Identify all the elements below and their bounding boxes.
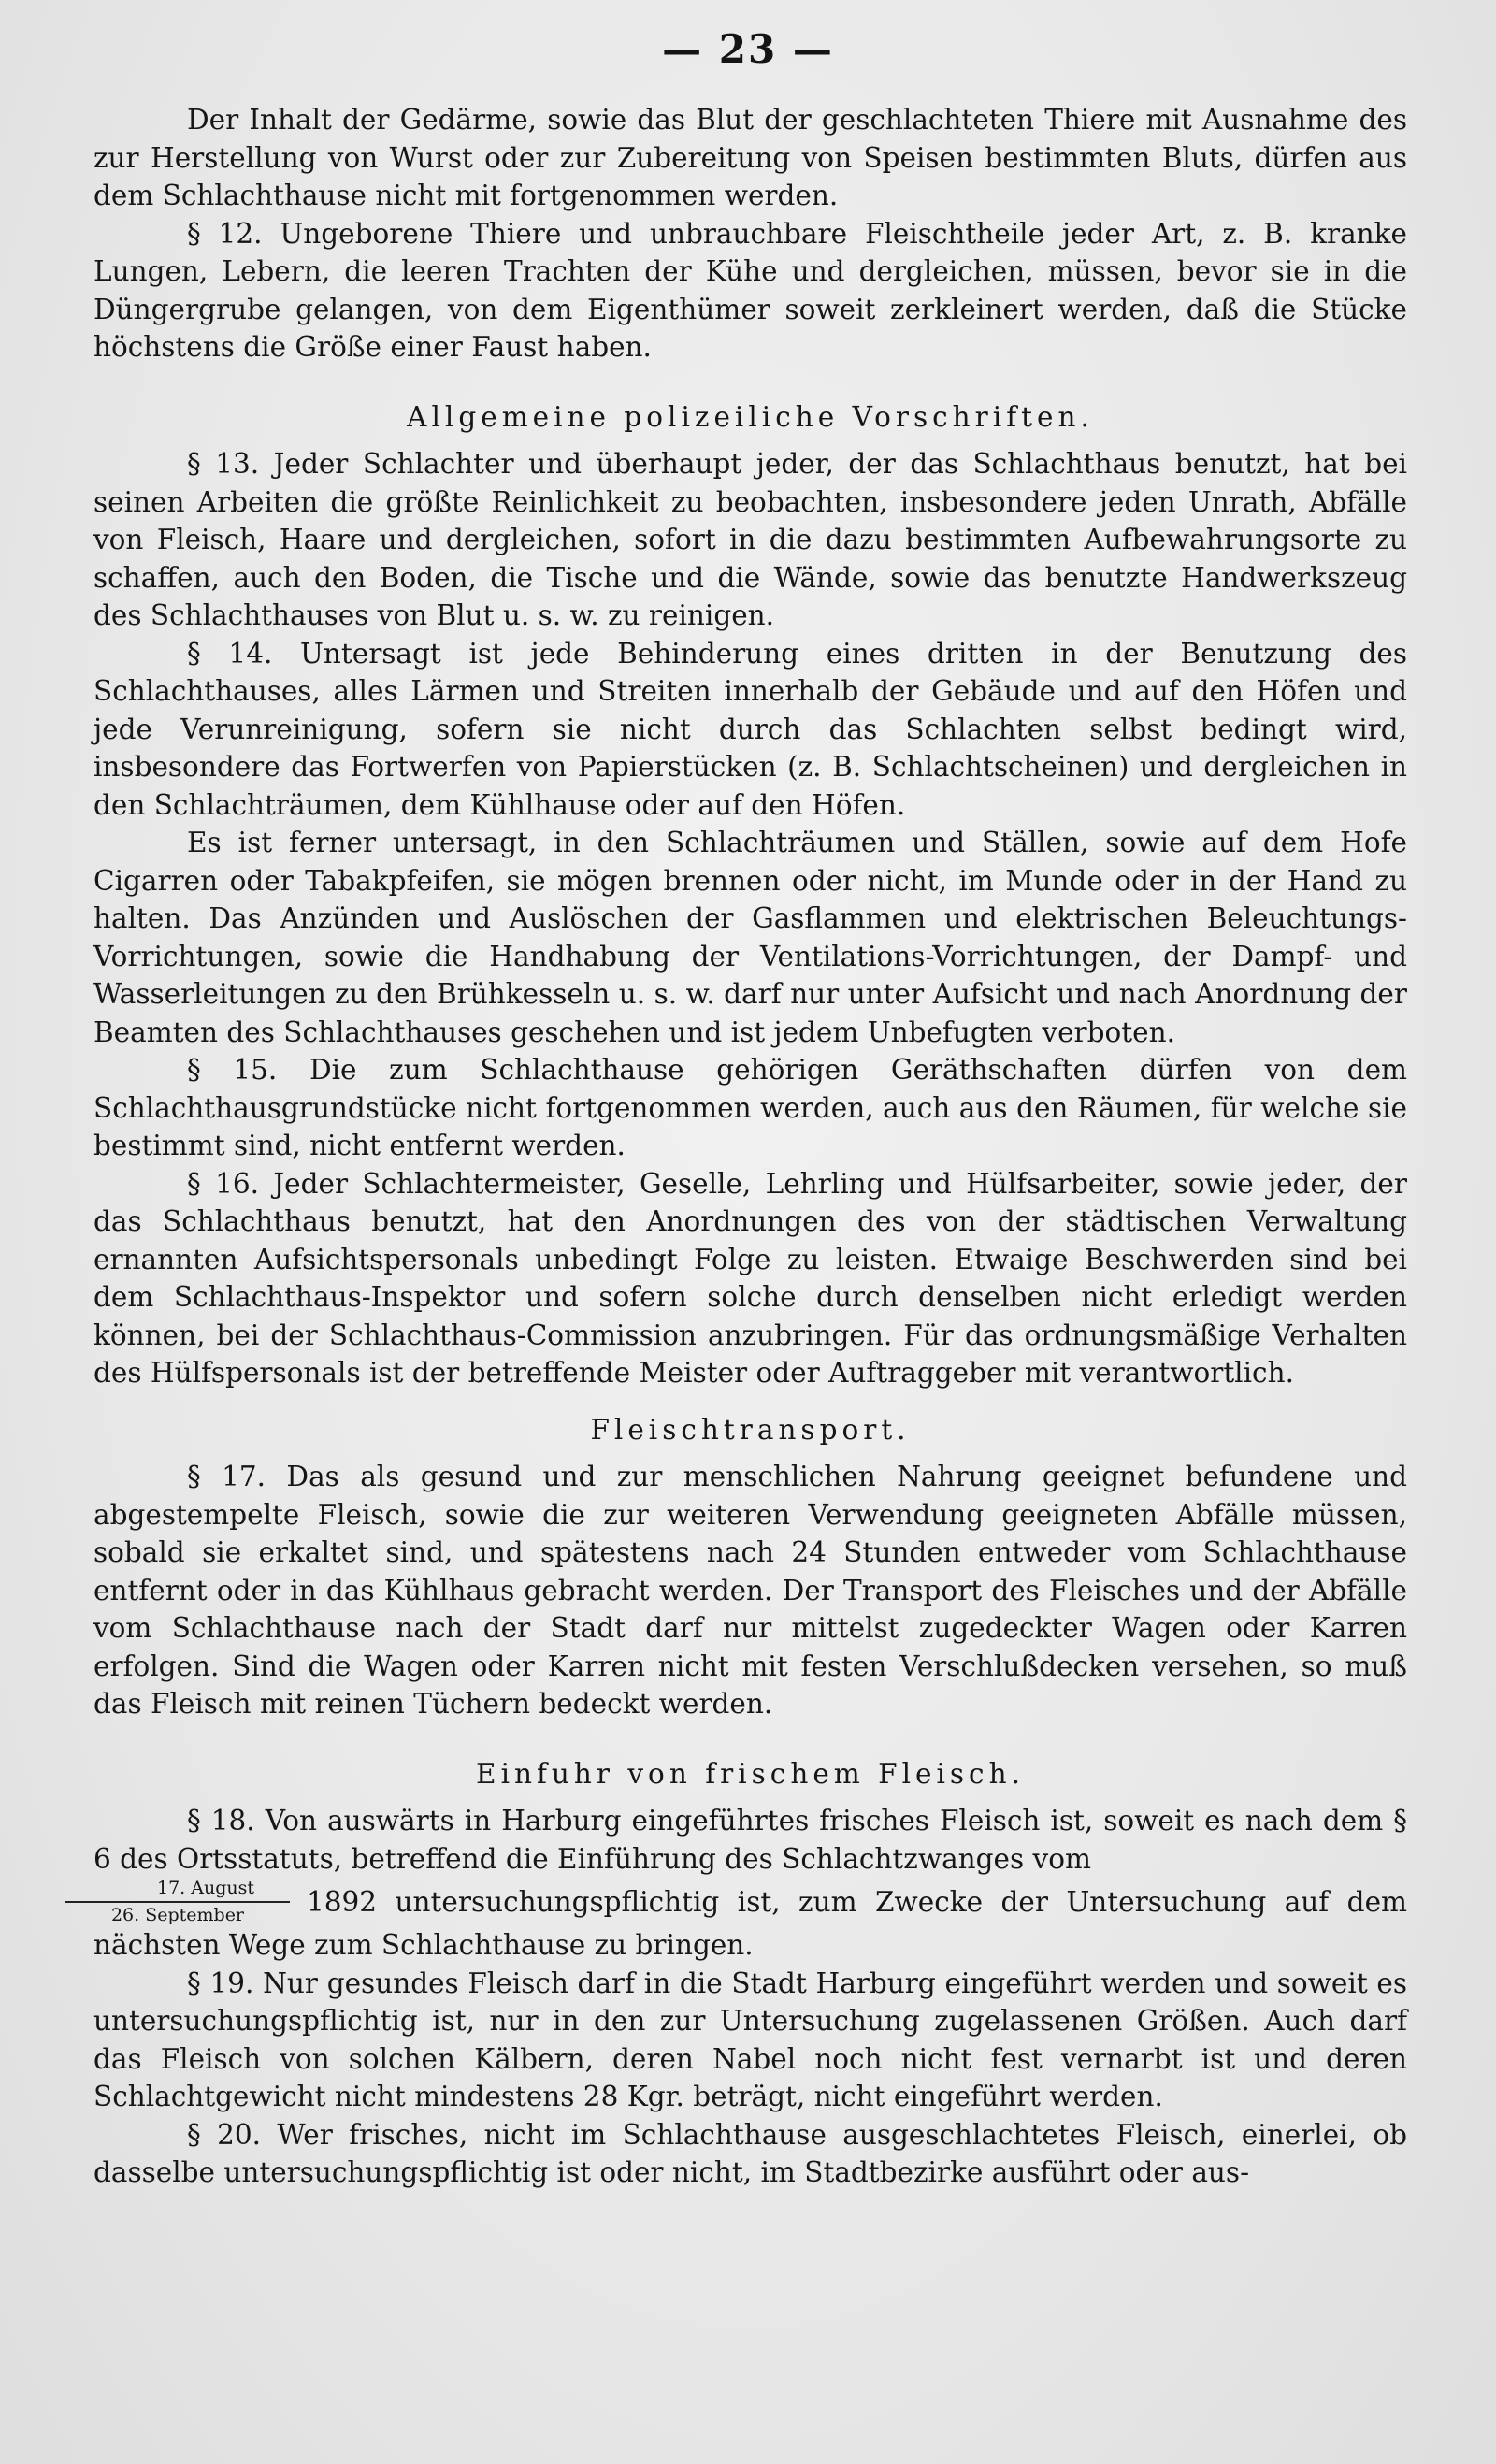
paragraph-section-12: § 12. Ungeborene Thiere und unbrauchbare Fleischtheile jeder Art, z. B. kranke Lungen, Lebern, die leeren Trachten der Kühe und dergleichen, müssen, bevor sie in die Düngergrube gelangen, von dem Eigenthümer soweit zerkleinert werden, daß die Stücke höchstens die Größe einer Faust haben. <box>94 217 1407 363</box>
page-number: — 23 — <box>662 26 834 72</box>
paragraph-section-18-date-line <box>94 1878 1407 1926</box>
paragraph-intro: Der Inhalt der Gedärme, sowie das Blut der geschlachteten Thiere mit Ausnahme des zur Herstellung von Wurst oder zur Zubereitung von Speisen bestimmten Bluts, dürfen aus dem Schlachthause nicht mit fortgenommen werden. <box>94 104 1407 211</box>
paragraph-section-18-start: § 18. Von auswärts in Harburg eingeführtes frisches Fleisch ist, soweit es nach dem § 6 des Ortsstatuts, betreffend die Einführung des Schlachtzwanges vom <box>94 1805 1407 1875</box>
paragraph-section-15: § 15. Die zum Schlachthause gehörigen Geräthschaften dürfen von dem Schlachthausgrundstücke nicht fortgenommen werden, auch aus den Räumen, für welche sie bestimmt sind, nicht entfernt werden. <box>94 1054 1407 1161</box>
date-fraction <box>65 1878 290 1926</box>
paragraph-section-20: § 20. Wer frisches, nicht im Schlachthause ausgeschlachtetes Fleisch, einerlei, ob dasselbe untersuchungspflichtig ist oder nicht, im Stadtbezirke ausführt oder aus- <box>94 2118 1407 2188</box>
heading-meat-transport: Fleischtransport. <box>590 1413 911 1446</box>
paragraph-section-13: § 13. Jeder Schlachter und überhaupt jeder, der das Schlachthaus benutzt, hat bei seinen Arbeiten die größte Reinlichkeit zu beobachten, insbesondere jeden Unrath, Abfälle von Fleisch, Haare und dergleichen, sofort in die dazu bestimmten Aufbewahrungsorte zu schaffen, auch den Boden, die Tische und die Wände, sowie das benutzte Handwerkszeug des Schlachthauses von Blut u. s. w. zu reinigen. <box>94 448 1407 631</box>
heading-general-police-regulations: Allgemeine polizeiliche Vorschriften. <box>407 400 1094 433</box>
date-top: 17. August <box>157 1878 254 1898</box>
paragraph-section-19: § 19. Nur gesundes Fleisch darf in die Stadt Harburg eingeführt werden und soweit es untersuchungspflichtig ist, nur in den zur Untersuchung zugelassenen Größen. Auch darf das Fleisch von solchen Kälbern, deren Nabel noch nicht fest vernarbt ist und deren Schlachtgewicht nicht mindestens 28 Kgr. beträgt, nicht eingeführt werden. <box>94 1967 1407 2112</box>
paragraph-section-18-end: nächsten Wege zum Schlachthause zu bringen. <box>94 1929 754 1961</box>
fraction-bar <box>65 1901 290 1903</box>
paragraph-section-17: § 17. Das als gesund und zur menschlichen Nahrung geeignet befundene und abgestempelte Fleisch, sowie die zur weiteren Verwendung geeigneten Abfälle müssen, sobald sie erkaltet sind, und spätestens nach 24 Stunden entweder vom Schlachthause entfernt oder in das Kühlhaus gebracht werden. Der Transport des Fleisches und der Abfälle vom Schlachthause nach der Stadt darf nur mittelst zugedeckter Wagen oder Karren erfolgen. Sind die Wagen oder Karren nicht mit festen Verschlußdecken versehen, so muß das Fleisch mit reinen Tüchern bedeckt werden. <box>94 1461 1407 1720</box>
document-body <box>94 101 1407 2192</box>
paragraph-section-14: § 14. Untersagt ist jede Behinderung eines dritten in der Benutzung des Schlachthauses, alles Lärmen und Streiten innerhalb der Gebäude und auf den Höfen und jede Verunreinigung, sofern sie nicht durch das Schlachten selbst bedingt wird, insbesondere das Fortwerfen von Papierstücken (z. B. Schlachtscheinen) und dergleichen in den Schlachträumen, dem Kühlhause oder auf den Höfen. <box>94 637 1407 821</box>
paragraph-section-14-continued: Es ist ferner untersagt, in den Schlachträumen und Ställen, sowie auf dem Hofe Cigarren oder Tabakpfeifen, sie mögen brennen oder nicht, im Munde oder in der Hand zu halten. Das Anzünden und Auslöschen der Gasflammen und elektrischen Beleuchtungs-Vorrichtungen, sowie die Handhabung der Ventilations-Vorrichtungen, der Dampf- und Wasserleitungen zu den Brühkesseln u. s. w. darf nur unter Aufsicht und nach Anordnung der Beamten des Schlachthauses geschehen und ist jedem Unbefugten verboten. <box>94 827 1407 1048</box>
heading-import-fresh-meat: Einfuhr von frischem Fleisch. <box>476 1757 1025 1790</box>
paragraph-section-16: § 16. Jeder Schlachtermeister, Geselle, Lehrling und Hülfsarbeiter, sowie jeder, der das Schlachthaus benutzt, hat den Anordnungen des von der städtischen Verwaltung ernannten Aufsichtspersonals unbedingt Folge zu leisten. Etwaige Beschwerden sind bei dem Schlachthaus-Inspektor und sofern solche durch denselben nicht erledigt werden können, bei der Schlachthaus-Commission anzubringen. Für das ordnungsmäßige Verhalten des Hülfspersonals ist der betreffende Meister oder Auftraggeber mit verantwortlich. <box>94 1167 1407 1389</box>
date-line-text: 1892 untersuchungspflichtig ist, zum Zwecke der Untersuchung auf dem <box>307 1885 1407 1918</box>
date-bottom: 26. September <box>110 1905 245 1925</box>
